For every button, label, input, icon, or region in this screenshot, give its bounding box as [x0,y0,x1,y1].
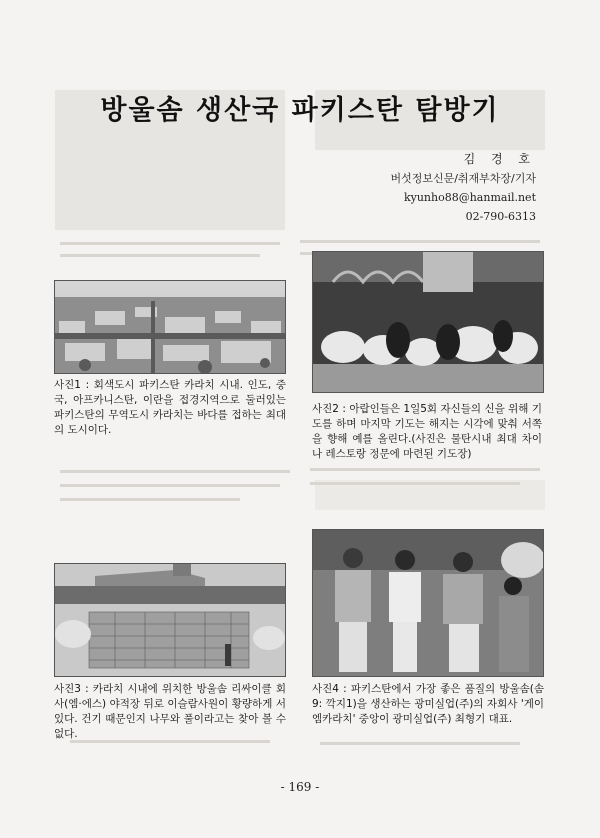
photo-warehouse-yard [54,563,286,677]
show-through-line [60,498,240,501]
show-through-line [300,240,540,243]
photo-caption-1: 사진1 : 회색도시 파키스탄 카라치 시내. 인도, 중국, 아프카니스탄, 이란을 접경지역으로 둘러있는 파키스탄의 무역도시 카라치는 바다를 접하는 최대의 도시이다. [54,379,286,436]
author-name: 김 경 호 [463,152,536,166]
author-affiliation: 버섯정보신문/취재부차장/기자 [390,172,536,185]
show-through-line [320,742,520,745]
author-email: kyunho88@hanmail.net [403,191,536,204]
photo-company-visit [312,529,544,677]
photo-prayer [312,251,544,393]
article-title: 방울솜 생산국 파키스탄 탐방기 [100,95,500,126]
author-block [390,150,536,226]
group-photo-image [313,530,543,676]
show-through-line [60,470,290,473]
show-through-line [60,242,280,245]
photo-caption-4: 사진4 : 파키스탄에서 가장 좋은 품질의 방울솜(솜9: 깍지1)을 생산하는 광미실업(주)의 자회사 '게이엠카라치' 중앙이 광미실업(주) 최형기 대표. [312,683,544,725]
page-number: - 169 - [280,780,320,794]
show-through-line [60,484,280,487]
show-through-line [60,254,260,257]
warehouse-image [55,564,285,676]
author-phone: 02-790-6313 [465,210,536,223]
prayer-image [313,252,543,392]
photo-caption-3: 사진3 : 카라치 시내에 위치한 방울솜 리싸이클 회사(엠·에스) 야적장 뒤로 이슬람사원이 황량하게 서있다. 건기 때문인지 나무와 풀이라고는 찾아 볼 수 없다. [54,683,286,740]
show-through-line [310,468,540,471]
show-through-line [310,482,520,485]
photo-caption-2: 사진2 : 아랍인들은 1일5회 자신들의 신을 위해 기도를 하며 마지막 기도는 해지는 시각에 맞춰 서쪽을 향해 예를 올린다.(사진은 물탄시내 최대 차이나 레스토랑 정문에 마련된 기도장) [312,403,542,460]
photo-karachi-city [54,280,286,374]
city-image [55,281,285,373]
